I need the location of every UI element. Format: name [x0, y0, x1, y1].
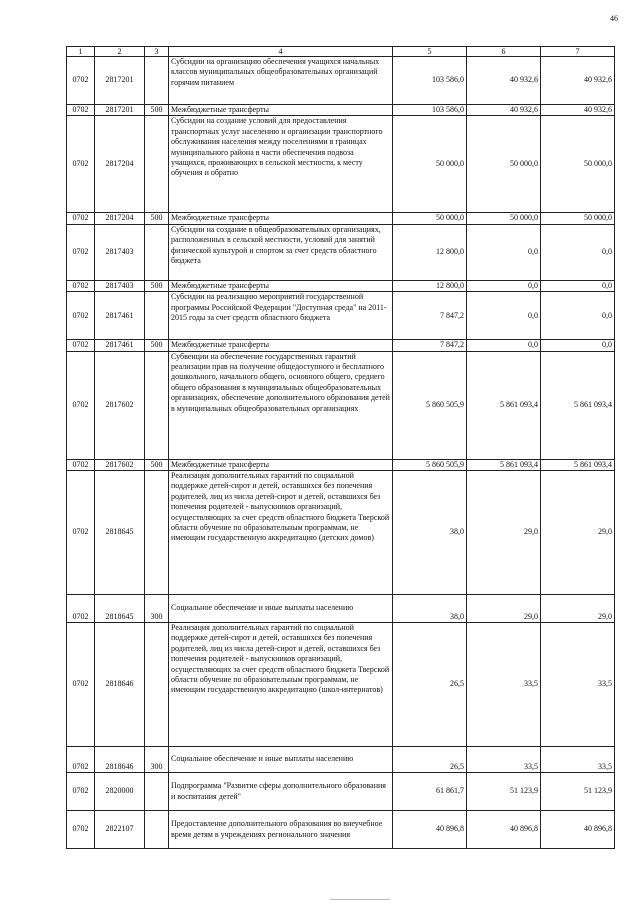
cell-value-7: 40 896,8	[541, 811, 615, 849]
cell-description: Субвенции на обеспечение государственных гарантий реализации прав на получение общедоступного и бесплатного дошкольного, начального общего, основного общего, среднего общего образования в муниципальных общеобразовательных организациях, обеспечение дополнительного образования детей в муниципальных общеобразовательных организациях	[169, 351, 393, 459]
cell-value-6: 5 861 093,4	[467, 459, 541, 470]
cell-value-5: 50 000,0	[393, 213, 467, 224]
cell-value-6: 51 123,9	[467, 773, 541, 811]
cell-description: Межбюджетные трансферты	[169, 280, 393, 291]
cell-value-6: 0,0	[467, 292, 541, 340]
cell-section: 0702	[67, 595, 95, 623]
cell-section: 0702	[67, 224, 95, 280]
cell-value-7: 33,5	[541, 623, 615, 747]
cell-value-6: 40 932,6	[467, 105, 541, 116]
cell-section: 0702	[67, 116, 95, 213]
cell-type	[145, 224, 169, 280]
cell-type: 500	[145, 459, 169, 470]
col-header-1: 1	[67, 47, 95, 57]
cell-code: 2820000	[95, 773, 145, 811]
cell-type	[145, 292, 169, 340]
cell-value-5: 38,0	[393, 471, 467, 595]
cell-value-7: 0,0	[541, 292, 615, 340]
cell-code: 2817602	[95, 459, 145, 470]
col-header-6: 6	[467, 47, 541, 57]
col-header-4: 4	[169, 47, 393, 57]
table-row	[67, 292, 615, 340]
cell-code: 2817602	[95, 351, 145, 459]
cell-value-5: 5 860 505,9	[393, 459, 467, 470]
budget-table	[66, 46, 615, 849]
cell-type: 300	[145, 595, 169, 623]
cell-description: Межбюджетные трансферты	[169, 340, 393, 351]
cell-description: Межбюджетные трансферты	[169, 213, 393, 224]
table-row	[67, 280, 615, 291]
cell-section: 0702	[67, 623, 95, 747]
cell-type	[145, 351, 169, 459]
cell-code: 2817461	[95, 340, 145, 351]
cell-value-6: 33,5	[467, 747, 541, 773]
cell-description: Предоставление дополнительного образования во внеучебное время детям в учреждениях регионального значения	[169, 811, 393, 849]
cell-code: 2818645	[95, 595, 145, 623]
cell-type	[145, 471, 169, 595]
cell-value-6: 5 861 093,4	[467, 351, 541, 459]
cell-value-7: 51 123,9	[541, 773, 615, 811]
scan-artifact	[330, 899, 390, 900]
table-row	[67, 57, 615, 105]
cell-type: 500	[145, 280, 169, 291]
cell-value-5: 7 847,2	[393, 340, 467, 351]
cell-code: 2817204	[95, 213, 145, 224]
cell-value-6: 40 896,8	[467, 811, 541, 849]
table-row	[67, 116, 615, 213]
col-header-2: 2	[95, 47, 145, 57]
cell-description: Межбюджетные трансферты	[169, 459, 393, 470]
cell-value-5: 40 896,8	[393, 811, 467, 849]
cell-code: 2817201	[95, 105, 145, 116]
cell-type: 500	[145, 105, 169, 116]
cell-section: 0702	[67, 292, 95, 340]
table-row	[67, 105, 615, 116]
cell-value-5: 103 586,0	[393, 105, 467, 116]
cell-section: 0702	[67, 747, 95, 773]
table-row	[67, 224, 615, 280]
cell-type	[145, 811, 169, 849]
table-row	[67, 623, 615, 747]
cell-value-7: 40 932,6	[541, 57, 615, 105]
table-row	[67, 471, 615, 595]
cell-value-7: 0,0	[541, 224, 615, 280]
cell-value-7: 50 000,0	[541, 116, 615, 213]
cell-value-6: 29,0	[467, 471, 541, 595]
table-row	[67, 213, 615, 224]
cell-section: 0702	[67, 105, 95, 116]
cell-value-6: 50 000,0	[467, 116, 541, 213]
cell-value-5: 12 800,0	[393, 224, 467, 280]
table-row	[67, 340, 615, 351]
cell-description: Социальное обеспечение и иные выплаты населению	[169, 747, 393, 773]
cell-value-5: 5 860 505,9	[393, 351, 467, 459]
cell-type: 500	[145, 213, 169, 224]
table-row	[67, 747, 615, 773]
cell-value-5: 61 861,7	[393, 773, 467, 811]
header-row	[67, 47, 615, 57]
cell-value-5: 12 800,0	[393, 280, 467, 291]
cell-value-5: 26,5	[393, 747, 467, 773]
cell-value-7: 50 000,0	[541, 213, 615, 224]
cell-code: 2818645	[95, 471, 145, 595]
cell-description: Субсидии на реализацию мероприятий государственной программы Российской Федерации "Доступная среда" на 2011-2015 годы за счет средств областного бюджета	[169, 292, 393, 340]
cell-code: 2818646	[95, 747, 145, 773]
cell-section: 0702	[67, 340, 95, 351]
cell-value-7: 33,5	[541, 747, 615, 773]
cell-value-5: 103 586,0	[393, 57, 467, 105]
table-row	[67, 351, 615, 459]
cell-type	[145, 57, 169, 105]
cell-type: 300	[145, 747, 169, 773]
cell-code: 2817201	[95, 57, 145, 105]
cell-section: 0702	[67, 280, 95, 291]
cell-description: Реализация дополнительных гарантий по социальной поддержке детей-сирот и детей, оставшихся без попечения родителей, лиц из числа детей-сирот и детей, оставшихся без попечения родителей - выпускников организаций, осуществляющих за счет средств областного бюджета Тверской области обучение по образовательным программам, не имеющим государственную аккредитацию (школ-интернатов)	[169, 623, 393, 747]
table-row	[67, 459, 615, 470]
table-row	[67, 595, 615, 623]
cell-code: 2818646	[95, 623, 145, 747]
cell-type	[145, 773, 169, 811]
cell-section: 0702	[67, 773, 95, 811]
cell-value-7: 0,0	[541, 280, 615, 291]
col-header-3: 3	[145, 47, 169, 57]
cell-section: 0702	[67, 811, 95, 849]
cell-value-6: 33,5	[467, 623, 541, 747]
cell-value-6: 0,0	[467, 340, 541, 351]
cell-section: 0702	[67, 57, 95, 105]
cell-value-7: 5 861 093,4	[541, 351, 615, 459]
cell-value-5: 50 000,0	[393, 116, 467, 213]
cell-type	[145, 116, 169, 213]
cell-section: 0702	[67, 351, 95, 459]
cell-value-5: 38,0	[393, 595, 467, 623]
cell-section: 0702	[67, 459, 95, 470]
cell-description: Субсидии на создание в общеобразовательных организациях, расположенных в сельской местности, условий для занятий физической культурой и спортом за счет средств областного бюджета	[169, 224, 393, 280]
table-row	[67, 773, 615, 811]
cell-code: 2817403	[95, 224, 145, 280]
cell-description: Социальное обеспечение и иные выплаты населению	[169, 595, 393, 623]
cell-description: Субсидии на создание условий для предоставления транспортных услуг населению и организации транспортного обслуживания населения между поселениями в границах муниципального района в части обеспечения подвоза учащихся, проживающих в сельской местности, к месту обучения и обратно	[169, 116, 393, 213]
cell-section: 0702	[67, 471, 95, 595]
cell-code: 2817461	[95, 292, 145, 340]
cell-code: 2822107	[95, 811, 145, 849]
cell-code: 2817204	[95, 116, 145, 213]
cell-value-7: 5 861 093,4	[541, 459, 615, 470]
cell-type	[145, 623, 169, 747]
cell-section: 0702	[67, 213, 95, 224]
col-header-7: 7	[541, 47, 615, 57]
cell-value-6: 50 000,0	[467, 213, 541, 224]
cell-description: Межбюджетные трансферты	[169, 105, 393, 116]
cell-value-7: 40 932,6	[541, 105, 615, 116]
cell-value-7: 29,0	[541, 471, 615, 595]
table-row	[67, 811, 615, 849]
cell-value-6: 0,0	[467, 280, 541, 291]
cell-description: Реализация дополнительных гарантий по социальной поддержке детей-сирот и детей, оставшихся без попечения родителей, лиц из числа детей-сирот и детей, оставшихся без попечения родителей - выпускников организаций, осуществляющих за счет средств областного бюджета Тверской области обучение по образовательным программам, не имеющим государственную аккредитацию (детских домов)	[169, 471, 393, 595]
cell-value-6: 40 932,6	[467, 57, 541, 105]
cell-value-5: 26,5	[393, 623, 467, 747]
cell-value-6: 29,0	[467, 595, 541, 623]
cell-type: 500	[145, 340, 169, 351]
cell-value-6: 0,0	[467, 224, 541, 280]
cell-description: Субсидии на организацию обеспечения учащихся начальных классов муниципальных общеобразовательных организаций горячим питанием	[169, 57, 393, 105]
cell-description: Подпрограмма "Развитие сферы дополнительного образования и воспитания детей"	[169, 773, 393, 811]
page-number: 46	[610, 14, 618, 23]
cell-code: 2817403	[95, 280, 145, 291]
cell-value-5: 7 847,2	[393, 292, 467, 340]
cell-value-7: 29,0	[541, 595, 615, 623]
cell-value-7: 0,0	[541, 340, 615, 351]
col-header-5: 5	[393, 47, 467, 57]
